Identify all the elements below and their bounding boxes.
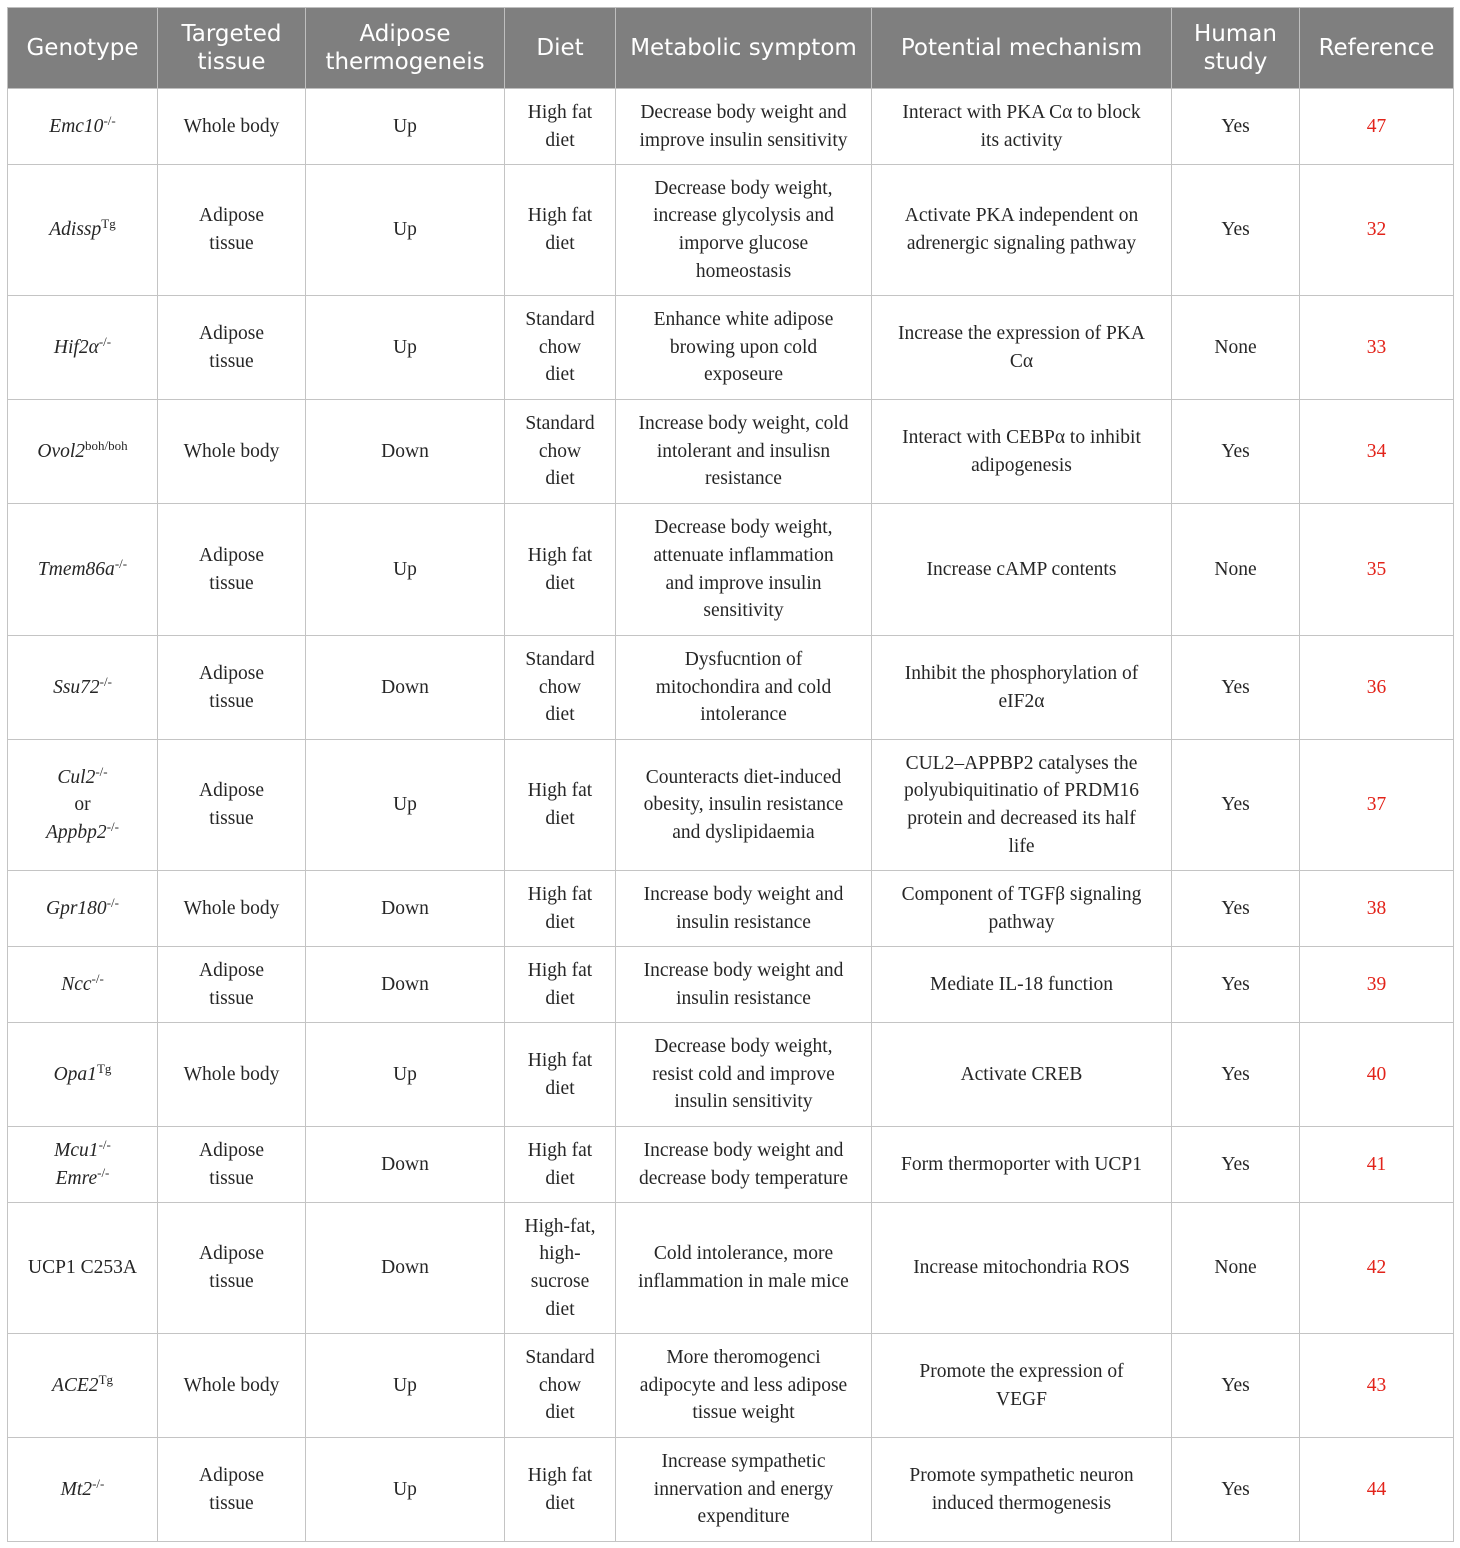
genotype-text: or xyxy=(74,794,91,816)
reference-link[interactable]: 32 xyxy=(1300,165,1454,296)
cell-genotype xyxy=(8,89,158,165)
cell-potential-mechanism: Mediate IL-18 function xyxy=(872,947,1172,1023)
gene-modifier: Tg xyxy=(98,1371,114,1387)
cell-metabolic-symptom: Decrease body weight, increase glycolysis and imporve glucose homeostasis xyxy=(616,165,872,296)
cell-adipose-thermogenesis: Down xyxy=(306,1203,505,1334)
cell-potential-mechanism: Increase the expression of PKA Cα xyxy=(872,296,1172,400)
gene-modifier: -/- xyxy=(97,1164,110,1180)
cell-diet: High-fat, high- sucrose diet xyxy=(505,1203,616,1334)
cell-adipose-thermogenesis: Up xyxy=(306,165,505,296)
reference-link[interactable]: 40 xyxy=(1300,1023,1454,1127)
cell-targeted-tissue: Adipose tissue xyxy=(158,740,306,871)
cell-adipose-thermogenesis: Up xyxy=(306,89,505,165)
gene-name: Emc10 xyxy=(49,115,104,137)
cell-adipose-thermogenesis: Up xyxy=(306,296,505,400)
cell-metabolic-symptom: Decrease body weight, resist cold and improve insulin sensitivity xyxy=(616,1023,872,1127)
gene-modifier: -/- xyxy=(106,894,119,910)
cell-genotype xyxy=(8,636,158,740)
cell-targeted-tissue: Adipose tissue xyxy=(158,636,306,740)
cell-metabolic-symptom: More theromogenci adipocyte and less adipose tissue weight xyxy=(616,1334,872,1438)
cell-targeted-tissue: Adipose tissue xyxy=(158,165,306,296)
header-human-study[interactable]: Human study xyxy=(1172,8,1300,89)
gene-modifier: -/- xyxy=(95,763,108,779)
cell-potential-mechanism: CUL2–APPBP2 catalyses the polyubiquitinatio of PRDM16 protein and decreased its half life xyxy=(872,740,1172,871)
cell-metabolic-symptom: Decrease body weight, attenuate inflammation and improve insulin sensitivity xyxy=(616,504,872,636)
cell-metabolic-symptom: Enhance white adipose browing upon cold exposeure xyxy=(616,296,872,400)
cell-diet: High fat diet xyxy=(505,1438,616,1542)
cell-adipose-thermogenesis: Down xyxy=(306,1127,505,1203)
cell-metabolic-symptom: Cold intolerance, more inflammation in male mice xyxy=(616,1203,872,1334)
cell-human-study: Yes xyxy=(1172,1334,1300,1438)
cell-adipose-thermogenesis: Up xyxy=(306,1334,505,1438)
cell-genotype xyxy=(8,871,158,947)
gene-name: Ovol2 xyxy=(37,440,86,462)
cell-human-study: Yes xyxy=(1172,1438,1300,1542)
gene-modifier: -/- xyxy=(98,1136,111,1152)
cell-adipose-thermogenesis: Up xyxy=(306,504,505,636)
reference-link[interactable]: 43 xyxy=(1300,1334,1454,1438)
cell-genotype xyxy=(8,1023,158,1127)
table-body xyxy=(8,89,1454,1542)
table-row xyxy=(8,740,1454,871)
cell-metabolic-symptom: Dysfucntion of mitochondira and cold intolerance xyxy=(616,636,872,740)
header-potential-mechanism[interactable]: Potential mechanism xyxy=(872,8,1172,89)
cell-diet: High fat diet xyxy=(505,504,616,636)
cell-adipose-thermogenesis: Up xyxy=(306,1023,505,1127)
gene-name: ACE2 xyxy=(51,1374,99,1396)
cell-targeted-tissue: Whole body xyxy=(158,1334,306,1438)
reference-link[interactable]: 38 xyxy=(1300,871,1454,947)
table-row xyxy=(8,1023,1454,1127)
table-row xyxy=(8,1127,1454,1203)
header-row xyxy=(8,8,1454,89)
gene-name: Ssu72 xyxy=(53,676,100,698)
cell-potential-mechanism: Activate CREB xyxy=(872,1023,1172,1127)
cell-genotype xyxy=(8,947,158,1023)
cell-metabolic-symptom: Increase body weight and insulin resistance xyxy=(616,871,872,947)
cell-diet: High fat diet xyxy=(505,1127,616,1203)
table-row xyxy=(8,165,1454,296)
cell-metabolic-symptom: Counteracts diet-induced obesity, insulin resistance and dyslipidaemia xyxy=(616,740,872,871)
genotype-table xyxy=(7,7,1454,1542)
gene-name: Mcu1 xyxy=(54,1139,99,1161)
cell-potential-mechanism: Form thermoporter with UCP1 xyxy=(872,1127,1172,1203)
table-row xyxy=(8,1438,1454,1542)
cell-adipose-thermogenesis: Down xyxy=(306,636,505,740)
cell-genotype xyxy=(8,1334,158,1438)
cell-metabolic-symptom: Increase sympathetic innervation and energy expenditure xyxy=(616,1438,872,1542)
cell-diet: High fat diet xyxy=(505,740,616,871)
header-adipose-thermogenesis[interactable]: Adipose thermogeneis xyxy=(306,8,505,89)
cell-human-study: Yes xyxy=(1172,165,1300,296)
cell-potential-mechanism: Promote sympathetic neuron induced thermogenesis xyxy=(872,1438,1172,1542)
genotype-text: UCP1 C253A xyxy=(28,1257,137,1279)
cell-diet: Standard chow diet xyxy=(505,636,616,740)
cell-genotype xyxy=(8,400,158,504)
table-row xyxy=(8,871,1454,947)
cell-genotype xyxy=(8,504,158,636)
cell-adipose-thermogenesis: Down xyxy=(306,400,505,504)
cell-targeted-tissue: Whole body xyxy=(158,871,306,947)
gene-modifier: -/- xyxy=(99,673,112,689)
gene-name: Ncc xyxy=(61,973,92,995)
cell-metabolic-symptom: Decrease body weight and improve insulin sensitivity xyxy=(616,89,872,165)
cell-genotype xyxy=(8,165,158,296)
reference-link[interactable]: 35 xyxy=(1300,504,1454,636)
cell-human-study: Yes xyxy=(1172,636,1300,740)
table-row xyxy=(8,636,1454,740)
cell-targeted-tissue: Adipose tissue xyxy=(158,504,306,636)
reference-link[interactable]: 41 xyxy=(1300,1127,1454,1203)
cell-adipose-thermogenesis: Up xyxy=(306,1438,505,1542)
gene-name: Tmem86a xyxy=(37,558,115,580)
table-row xyxy=(8,89,1454,165)
gene-modifier: Tg xyxy=(101,216,116,232)
cell-potential-mechanism: Promote the expression of VEGF xyxy=(872,1334,1172,1438)
gene-modifier: -/- xyxy=(114,555,128,571)
cell-human-study: Yes xyxy=(1172,947,1300,1023)
gene-name: Appbp2 xyxy=(46,821,107,843)
cell-targeted-tissue: Whole body xyxy=(158,89,306,165)
cell-human-study: Yes xyxy=(1172,400,1300,504)
cell-targeted-tissue: Adipose tissue xyxy=(158,1127,306,1203)
cell-targeted-tissue: Whole body xyxy=(158,400,306,504)
table-row xyxy=(8,400,1454,504)
cell-genotype xyxy=(8,1438,158,1542)
table-row xyxy=(8,504,1454,636)
gene-modifier: -/- xyxy=(91,970,104,986)
reference-link[interactable]: 36 xyxy=(1300,636,1454,740)
cell-potential-mechanism: Inhibit the phosphorylation of eIF2α xyxy=(872,636,1172,740)
cell-diet: High fat diet xyxy=(505,1023,616,1127)
cell-targeted-tissue: Adipose tissue xyxy=(158,1438,306,1542)
gene-modifier: -/- xyxy=(103,112,116,128)
reference-link[interactable]: 44 xyxy=(1300,1438,1454,1542)
cell-potential-mechanism: Activate PKA independent on adrenergic signaling pathway xyxy=(872,165,1172,296)
cell-genotype xyxy=(8,1203,158,1334)
cell-human-study: None xyxy=(1172,296,1300,400)
reference-link[interactable]: 33 xyxy=(1300,296,1454,400)
gene-name: Opa1 xyxy=(53,1063,97,1085)
header-metabolic-symptom[interactable]: Metabolic symptom xyxy=(616,8,872,89)
cell-diet: Standard chow diet xyxy=(505,400,616,504)
reference-link[interactable]: 47 xyxy=(1300,89,1454,165)
cell-diet: High fat diet xyxy=(505,89,616,165)
cell-adipose-thermogenesis: Down xyxy=(306,947,505,1023)
gene-name: Mt2 xyxy=(60,1478,93,1500)
table-row xyxy=(8,1203,1454,1334)
cell-potential-mechanism: Increase cAMP contents xyxy=(872,504,1172,636)
header-genotype[interactable]: Genotype xyxy=(8,8,158,89)
cell-human-study: Yes xyxy=(1172,871,1300,947)
cell-potential-mechanism: Interact with PKA Cα to block its activity xyxy=(872,89,1172,165)
gene-modifier: -/- xyxy=(106,818,119,834)
cell-potential-mechanism: Interact with CEBPα to inhibit adipogenesis xyxy=(872,400,1172,504)
header-diet[interactable]: Diet xyxy=(505,8,616,89)
cell-genotype xyxy=(8,296,158,400)
cell-diet: Standard chow diet xyxy=(505,296,616,400)
cell-human-study: Yes xyxy=(1172,1127,1300,1203)
gene-modifier: Tg xyxy=(96,1060,112,1076)
cell-targeted-tissue: Adipose tissue xyxy=(158,1203,306,1334)
reference-link[interactable]: 39 xyxy=(1300,947,1454,1023)
cell-human-study: Yes xyxy=(1172,1023,1300,1127)
table-row xyxy=(8,947,1454,1023)
gene-modifier: boh/boh xyxy=(85,437,128,453)
table-row xyxy=(8,296,1454,400)
cell-targeted-tissue: Adipose tissue xyxy=(158,947,306,1023)
gene-modifier: -/- xyxy=(98,333,112,349)
cell-human-study: None xyxy=(1172,1203,1300,1334)
cell-diet: Standard chow diet xyxy=(505,1334,616,1438)
gene-name: Hif2α xyxy=(53,336,99,358)
cell-adipose-thermogenesis: Down xyxy=(306,871,505,947)
gene-name: Gpr180 xyxy=(46,897,107,919)
cell-adipose-thermogenesis: Up xyxy=(306,740,505,871)
reference-link[interactable]: 37 xyxy=(1300,740,1454,871)
header-reference[interactable]: Reference xyxy=(1300,8,1454,89)
gene-name: Adissp xyxy=(49,219,102,241)
gene-name: Emre xyxy=(55,1167,98,1189)
cell-targeted-tissue: Whole body xyxy=(158,1023,306,1127)
cell-genotype xyxy=(8,1127,158,1203)
cell-potential-mechanism: Increase mitochondria ROS xyxy=(872,1203,1172,1334)
cell-diet: High fat diet xyxy=(505,165,616,296)
header-targeted-tissue[interactable]: Targeted tissue xyxy=(158,8,306,89)
reference-link[interactable]: 34 xyxy=(1300,400,1454,504)
cell-human-study: Yes xyxy=(1172,89,1300,165)
cell-diet: High fat diet xyxy=(505,947,616,1023)
gene-name: Cul2 xyxy=(57,766,96,788)
cell-targeted-tissue: Adipose tissue xyxy=(158,296,306,400)
table-row xyxy=(8,1334,1454,1438)
reference-link[interactable]: 42 xyxy=(1300,1203,1454,1334)
cell-potential-mechanism: Component of TGFβ signaling pathway xyxy=(872,871,1172,947)
cell-diet: High fat diet xyxy=(505,871,616,947)
cell-metabolic-symptom: Increase body weight and insulin resistance xyxy=(616,947,872,1023)
cell-human-study: None xyxy=(1172,504,1300,636)
cell-human-study: Yes xyxy=(1172,740,1300,871)
cell-metabolic-symptom: Increase body weight and decrease body temperature xyxy=(616,1127,872,1203)
cell-genotype xyxy=(8,740,158,871)
gene-modifier: -/- xyxy=(92,1475,105,1491)
cell-metabolic-symptom: Increase body weight, cold intolerant and insulisn resistance xyxy=(616,400,872,504)
